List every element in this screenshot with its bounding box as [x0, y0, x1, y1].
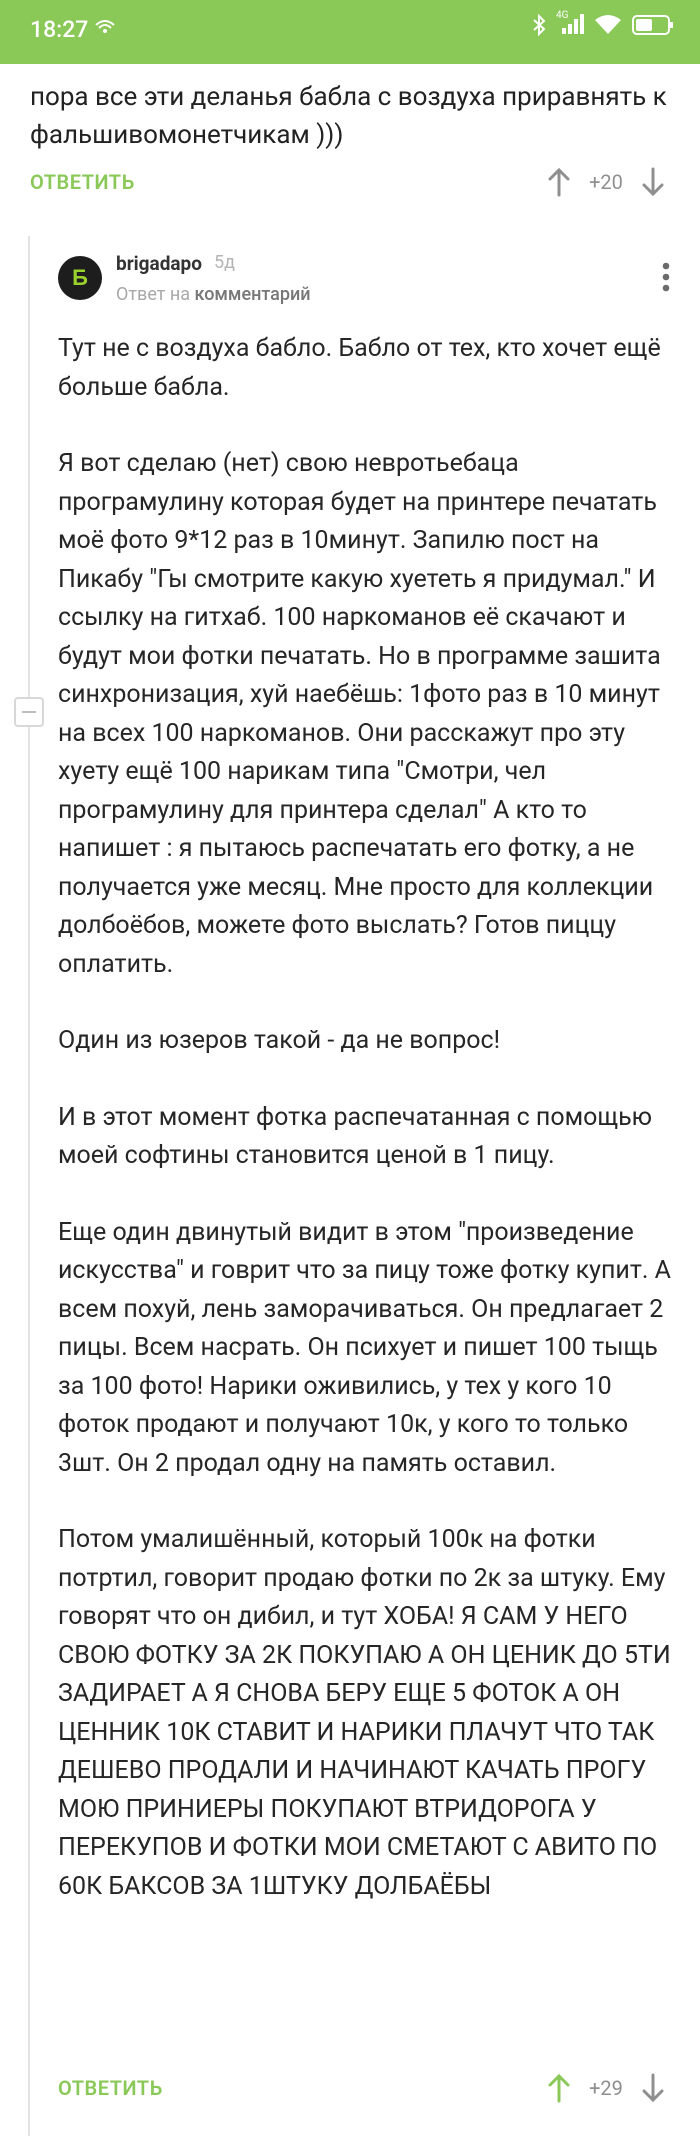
hotspot-icon [94, 19, 116, 35]
status-time: 18:27 [30, 16, 89, 43]
comment-body [58, 330, 678, 1944]
author-name[interactable]: brigadapo [116, 252, 202, 275]
status-bar [0, 0, 700, 64]
downvote-arrow-icon[interactable] [636, 2068, 670, 2108]
comment-paragraph: Я вот сделаю (нет) свою невротьебаца програмулину которая будет на принтере печатать моё фото 9*12 раз в 10минут. Запилю пост на Пикабу "Гы смотрите какую хуететь я придумал." И ссылку на гитхаб. 100 наркоманов её скачают и будут мои фотки печатать. Но в программе зашита синхронизация, хуй наебёшь: 1фото раз в 10 минут на всех 100 наркоманов. Они расскажут про эту хуету ещё 100 нарикам типа "Смотри, чел програмулину для принтера сделал" А кто то напишет : я пытаюсь распечатать его фотку, а не получается уже месяц. Мне просто для коллекции долбоёбов, можете фото выслать? Готов пиццу оплатить. [58, 449, 661, 979]
vote-control [542, 162, 670, 202]
downvote-arrow-icon[interactable] [636, 162, 670, 202]
collapse-thread-button[interactable] [14, 697, 44, 727]
wifi-icon [594, 14, 622, 36]
vote-control [542, 2068, 670, 2108]
avatar[interactable] [58, 256, 102, 300]
upvote-arrow-icon[interactable] [542, 2068, 576, 2108]
reply-to-link[interactable]: комментарий [194, 284, 311, 305]
comment-actions [58, 2068, 670, 2108]
cellular-signal-icon [556, 10, 584, 36]
reply-button[interactable]: ОТВЕТИТЬ [30, 170, 135, 194]
score-count: +20 [589, 170, 623, 194]
comment-header [58, 252, 678, 312]
more-options-icon[interactable] [662, 262, 670, 296]
avatar-letter: Б [72, 265, 88, 290]
comment-paragraph: Тут не с воздуха бабло. Бабло от тех, кто хочет ещё больше бабла. [58, 334, 661, 402]
parent-comment-text: пора все эти деланья бабла с воздуха приравнять к фальшивомонетчикам ))) [30, 82, 667, 150]
network-type: 4G [556, 10, 569, 21]
parent-comment-actions [30, 162, 670, 202]
reply-button[interactable]: ОТВЕТИТЬ [58, 2076, 163, 2100]
reply-to-prefix: Ответ на [116, 284, 191, 305]
thread-line[interactable] [28, 236, 30, 2136]
comment-paragraph: И в этот момент фотка распечатанная с помощью моей софтины становится ценой в 1 пицу. [58, 1102, 653, 1170]
reply-to-line [116, 284, 311, 305]
score-count: +29 [589, 2076, 623, 2100]
upvote-arrow-icon[interactable] [542, 162, 576, 202]
battery-icon [632, 14, 674, 36]
comment-paragraph: Один из юзеров такой - да не вопрос! [58, 1026, 501, 1055]
comment-age: 5д [214, 252, 235, 273]
comment-paragraph: Потом умалишённый, который 100к на фотки потртил, говорит продаю фотки по 2к за штуку. Ему говорят что он дибил, и тут ХОБА! Я САМ У НЕГО СВОЮ ФОТКУ ЗА 2К ПОКУПАЮ А ОН ЦЕНИК ДО 5ТИ ЗАДИРАЕТ А Я СНОВА БЕРУ ЕЩЕ 5 ФОТОК А ОН ЦЕННИК 10К СТАВИТ И НАРИКИ ПЛАЧУТ ЧТО ТАК ДЕШЕВО ПРОДАЛИ И НАЧИНАЮТ КАЧАТЬ ПРОГУ МОЮ ПРИНИЕРЫ ПОКУПАЮТ ВТРИДОРОГА У ПЕРЕКУПОВ И ФОТКИ МОИ СМЕТАЮТ С АВИТО ПО 60К БАКСОВ ЗА 1ШТУКУ ДОЛБАЁБЫ [58, 1525, 671, 1901]
bluetooth-icon [532, 14, 546, 36]
comment-paragraph: Еще один двинутый видит в этом "произведение искусства" и говрит что за пицу тоже фотку купит. А всем похуй, лень заморачиваться. Он предлагает 2 пицы. Всем насрать. Он психует и пишет 100 тыщь за 100 фото! Нарики оживились, у тех у кого 10 фоток продают и получают 10к, у кого то только 3шт. Он 2 продал одну на память оставил. [58, 1217, 671, 1478]
